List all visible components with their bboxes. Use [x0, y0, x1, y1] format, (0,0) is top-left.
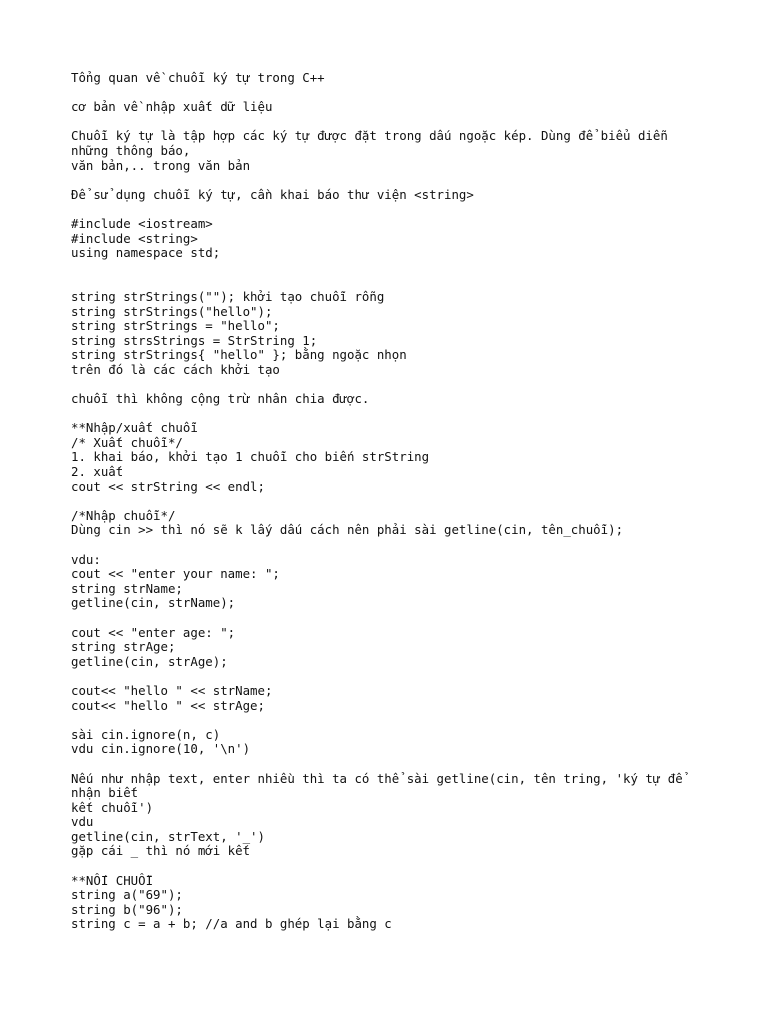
- text-line: string strStrings("hello");: [71, 303, 273, 319]
- text-line: string b("96");: [71, 901, 183, 917]
- text-line: #include <iostream>: [71, 215, 213, 231]
- text-line: Chuỗi ký tự là tập hợp các ký tự được đặt trong dấu ngoặc kép. Dùng để biểu diễn: [71, 128, 668, 144]
- text-line: trên đó là các cách khởi tạo: [71, 361, 280, 377]
- paragraph: [71, 129, 751, 173]
- paragraph: [71, 71, 751, 86]
- text-line: string strStrings = "hello";: [71, 318, 280, 334]
- text-line: kết chuỗi'): [71, 799, 154, 815]
- paragraph: [71, 421, 751, 494]
- text-line: nhận biết: [71, 785, 139, 801]
- text-line: vdu:: [71, 551, 101, 567]
- paragraph: [71, 188, 751, 203]
- paragraph: [71, 392, 751, 407]
- text-line: văn bản,.. trong văn bản: [71, 157, 251, 173]
- text-line: 1. khai báo, khởi tạo 1 chuỗi cho biến strString: [71, 449, 430, 465]
- text-line: using namespace std;: [71, 245, 221, 261]
- text-line: sài cin.ignore(n, c): [71, 726, 221, 742]
- text-line: cout<< "hello " << strName;: [71, 682, 273, 698]
- text-line: string strsStrings = StrString 1;: [71, 332, 318, 348]
- text-line: vdu: [71, 814, 94, 830]
- text-line: #include <string>: [71, 230, 198, 246]
- text-line: **Nhập/xuất chuỗi: [71, 420, 198, 436]
- blank-gap: [71, 275, 751, 290]
- paragraph: [71, 874, 751, 932]
- text-line: cơ bản về nhập xuất dữ liệu: [71, 99, 273, 115]
- text-line: 2. xuất: [71, 464, 124, 480]
- paragraph: [71, 626, 751, 670]
- text-line: string strStrings(""); khởi tạo chuỗi rỗng: [71, 288, 385, 304]
- text-line: Nếu như nhập text, enter nhiều thì ta có thể sài getline(cin, tên tring, 'ký tự để: [71, 770, 683, 786]
- text-line: những thông báo,: [71, 142, 191, 158]
- text-line: Tổng quan về chuỗi ký tự trong C++: [71, 70, 325, 85]
- paragraph: [71, 553, 751, 611]
- paragraph: [71, 684, 751, 713]
- text-line: chuỗi thì không cộng trừ nhân chia được.: [71, 391, 370, 407]
- text-line: vdu cin.ignore(10, '\n'): [71, 741, 251, 757]
- text-line: string strAge;: [71, 639, 176, 655]
- paragraph: [71, 728, 751, 757]
- paragraph: [71, 100, 751, 115]
- text-line: cout<< "hello " << strAge;: [71, 697, 265, 713]
- text-line: Để sử dụng chuỗi ký tự, cần khai báo thư viện <string>: [71, 186, 474, 202]
- text-line: Dùng cin >> thì nó sẽ k lấy dấu cách nên phải sài getline(cin, tên_chuỗi);: [71, 522, 624, 538]
- paragraph: [71, 772, 751, 860]
- paragraph: [71, 217, 751, 261]
- text-line: /* Xuất chuỗi*/: [71, 434, 183, 450]
- text-line: string strStrings{ "hello" }; bằng ngoặc nhọn: [71, 347, 407, 363]
- text-line: getline(cin, strText, '_'): [71, 828, 265, 844]
- paragraph: [71, 290, 751, 378]
- text-line: cout << strString << endl;: [71, 478, 265, 494]
- text-line: getline(cin, strName);: [71, 595, 236, 611]
- text-line: string a("69");: [71, 887, 183, 903]
- text-line: gặp cái _ thì nó mới kết: [71, 843, 251, 859]
- text-line: getline(cin, strAge);: [71, 653, 228, 669]
- document-body: [71, 71, 751, 947]
- text-line: string strName;: [71, 580, 183, 596]
- paragraph: [71, 509, 751, 538]
- text-line: **NỐI CHUỖI: [71, 872, 154, 888]
- text-line: /*Nhập chuỗi*/: [71, 507, 176, 523]
- text-line: cout << "enter your name: ";: [71, 566, 280, 582]
- text-line: string c = a + b; //a and b ghép lại bằng c: [71, 916, 392, 932]
- text-line: cout << "enter age: ";: [71, 624, 236, 640]
